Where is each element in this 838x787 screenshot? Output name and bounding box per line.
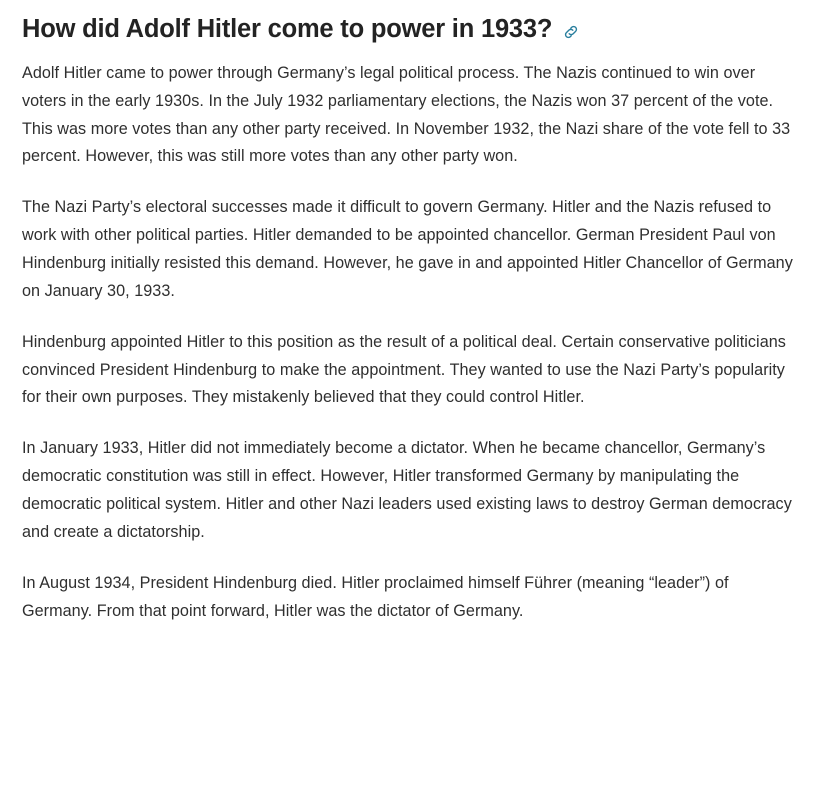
article-paragraph: Hindenburg appointed Hitler to this position as the result of a political deal. Certain conservative politicians convinced President Hindenburg to make the appointment. They wanted to use the Nazi Party’s popularity for their own purposes. They mistakenly believed that they could control Hitler.	[22, 332, 786, 407]
article-paragraph: The Nazi Party’s electoral successes made it difficult to govern Germany. Hitler and the Nazis refused to work with other political parties. Hitler demanded to be appointed chancellor. German President Paul von Hindenburg initially resisted this demand. However, he gave in and appointed Hitler Chancellor of Germany on January 30, 1933.	[22, 198, 793, 300]
article-paragraph: Adolf Hitler came to power through Germany’s legal political process. The Nazis continued to win over voters in the early 1930s. In the July 1932 parliamentary elections, the Nazis won 37 percent of the vote. This was more votes than any other party received. In November 1932, the Nazi share of the vote fell to 33 percent. However, this was still more votes than any other party won.	[22, 63, 791, 166]
article-paragraph: In January 1933, Hitler did not immediately become a dictator. When he became chancellor, Germany’s democratic constitution was still in effect. However, Hitler transformed Germany by manipulating the democratic political system. Hitler and other Nazi leaders used existing laws to destroy German democracy and create a dictatorship.	[22, 439, 792, 541]
page-title: How did Adolf Hitler come to power in 1933?	[22, 15, 553, 43]
article-paragraph: In August 1934, President Hindenburg died. Hitler proclaimed himself Führer (meaning “leader”) of Germany. From that point forward, Hitler was the dictator of Germany.	[22, 573, 729, 620]
link-icon[interactable]	[562, 23, 580, 41]
article-heading-row	[22, 14, 798, 46]
